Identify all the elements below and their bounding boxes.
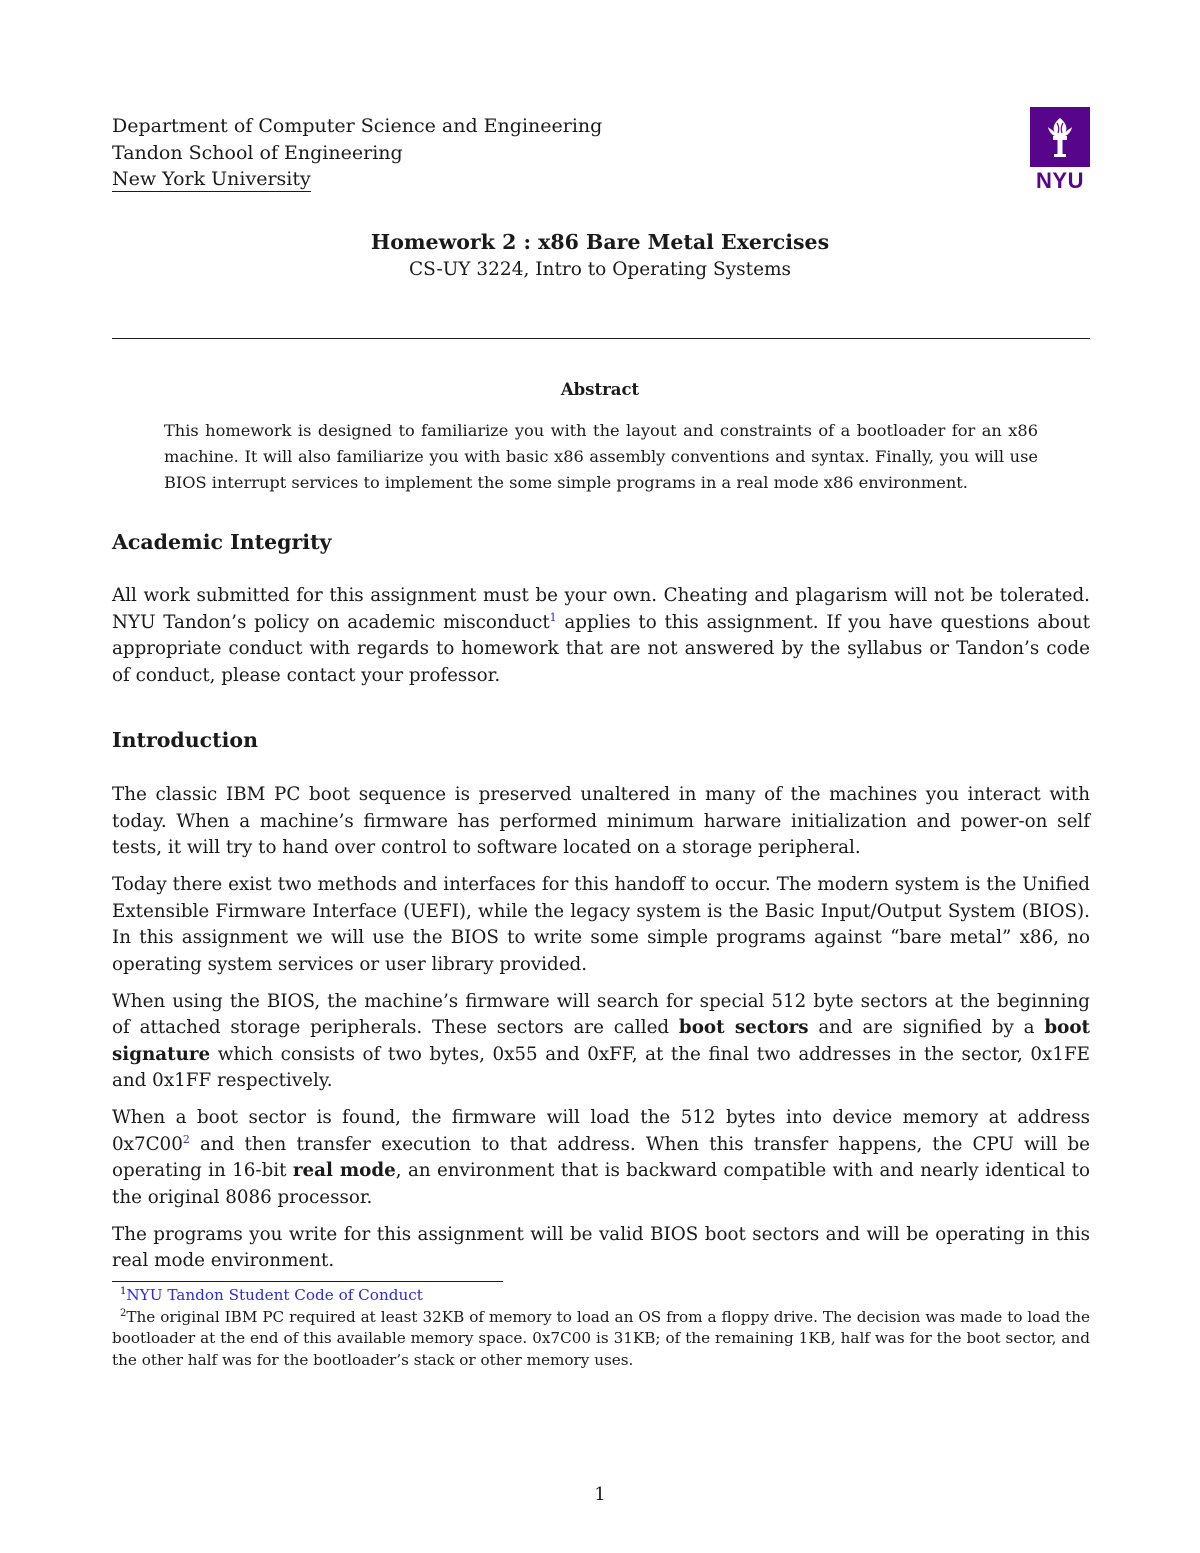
footnote-ref-2[interactable]: 2	[182, 1132, 190, 1146]
page-number: 1	[594, 1484, 606, 1505]
intro-p3-text-c: and are signified by a	[808, 1017, 1045, 1038]
nyu-logo	[1030, 107, 1090, 193]
boot-signature-term: boot signature	[112, 1017, 1090, 1065]
footnote-2-number: 2	[120, 1307, 127, 1319]
academic-integrity-paragraph	[112, 583, 1090, 689]
university-name: New York University	[112, 168, 311, 190]
footnote-ref-1[interactable]: 1	[549, 610, 557, 624]
introduction-section	[112, 782, 1090, 1285]
abstract-body: This homework is designed to familiarize you with the layout and constraints of a bootloader for an x86 machine. It will also familiarize you with basic x86 assembly conventions and syntax. Finally, you will use BIOS interrupt services to implement the some simple programs in a real mode x86 environment.	[164, 421, 1038, 492]
intro-p4-text-a: When a boot sector is found, the firmware will load the 512 bytes into device memory at address 0x7C00	[112, 1107, 1090, 1155]
school-name: Tandon School of Engineering	[112, 141, 403, 164]
abstract-heading: Abstract	[560, 380, 640, 399]
footnote-2	[112, 1307, 1090, 1372]
introduction-heading: Introduction	[112, 728, 258, 752]
intro-paragraph-4	[112, 1105, 1090, 1211]
footnote-1-number: 1	[120, 1286, 127, 1297]
intro-paragraph-1: The classic IBM PC boot sequence is preserved unaltered in many of the machines you interact with today. When a machine’s firmware has performed minimum harware initialization and power-on self tests, it will try to hand over control to software located on a storage peripheral.	[112, 784, 1090, 858]
real-mode-term: real mode	[292, 1160, 396, 1181]
intro-paragraph-3	[112, 989, 1090, 1095]
department-name: Department of Computer Science and Engineering	[112, 115, 603, 137]
department-header	[112, 113, 602, 193]
document-subtitle: CS-UY 3224, Intro to Operating Systems	[408, 259, 792, 280]
intro-paragraph-2: Today there exist two methods and interfaces for this handoff to occur. The modern system is the Unified Extensible Firmware Interface (UEFI), while the legacy system is the Basic Input/Output System (BIOS). In this assignment we will use the BIOS to write some simple programs against “bare metal” x86, no operating system services or user library provided.	[112, 874, 1090, 975]
intro-p4-text-c: , an environment that is backward compatible with and nearly identical to the original 8086 processor.	[112, 1160, 1091, 1208]
code-of-conduct-link[interactable]: NYU Tandon Student Code of Conduct	[126, 1286, 423, 1304]
footnote-divider	[112, 1281, 503, 1282]
integrity-text-b: applies to this assignment. If you have questions about appropriate conduct with regards to homework that are not answered by the syllabus or Tandon’s code of conduct, please contact your professor.	[112, 611, 1090, 686]
footnote-2-text: The original IBM PC required at least 32KB of memory to load an OS from a floppy drive. The decision was made to load the bootloader at the end of this available memory space. 0x7C00 is 31KB; of the remaining 1KB, half was for the boot sector, and the other half was for the bootloader’s stack or other memory uses.	[112, 1307, 1090, 1369]
footnotes	[112, 1285, 1090, 1371]
torch-icon	[1030, 107, 1090, 167]
integrity-text-a: All work submitted for this assignment must be your own. Cheating and plagarism will not be tolerated. NYU Tandon’s policy on academic misconduct	[112, 585, 1090, 633]
boot-sectors-term: boot sectors	[678, 1017, 809, 1038]
title-divider	[112, 338, 1090, 339]
footnote-1	[112, 1285, 1090, 1307]
intro-p4-text-b: and then transfer execution to that address. When this transfer happens, the CPU will be operating in 16-bit	[112, 1133, 1090, 1181]
nyu-logo-wordmark: NYU	[1036, 168, 1084, 193]
document-title: Homework 2 : x86 Bare Metal Exercises	[370, 230, 830, 254]
intro-paragraph-5: The programs you write for this assignment will be valid BIOS boot sectors and will be operating in this real mode environment.	[112, 1223, 1090, 1271]
academic-integrity-section	[112, 583, 1090, 700]
academic-integrity-heading: Academic Integrity	[112, 530, 332, 554]
intro-p3-text-d: which consists of two bytes, 0x55 and 0xFF, at the final two addresses in the sector, 0x1FE and 0x1FF respectively.	[112, 1043, 1090, 1091]
intro-p3-text-a: When using the BIOS, the machine’s firmware will search for special 512 byte sectors at the beginning of attached storage peripherals. These sectors are called	[112, 990, 1090, 1038]
